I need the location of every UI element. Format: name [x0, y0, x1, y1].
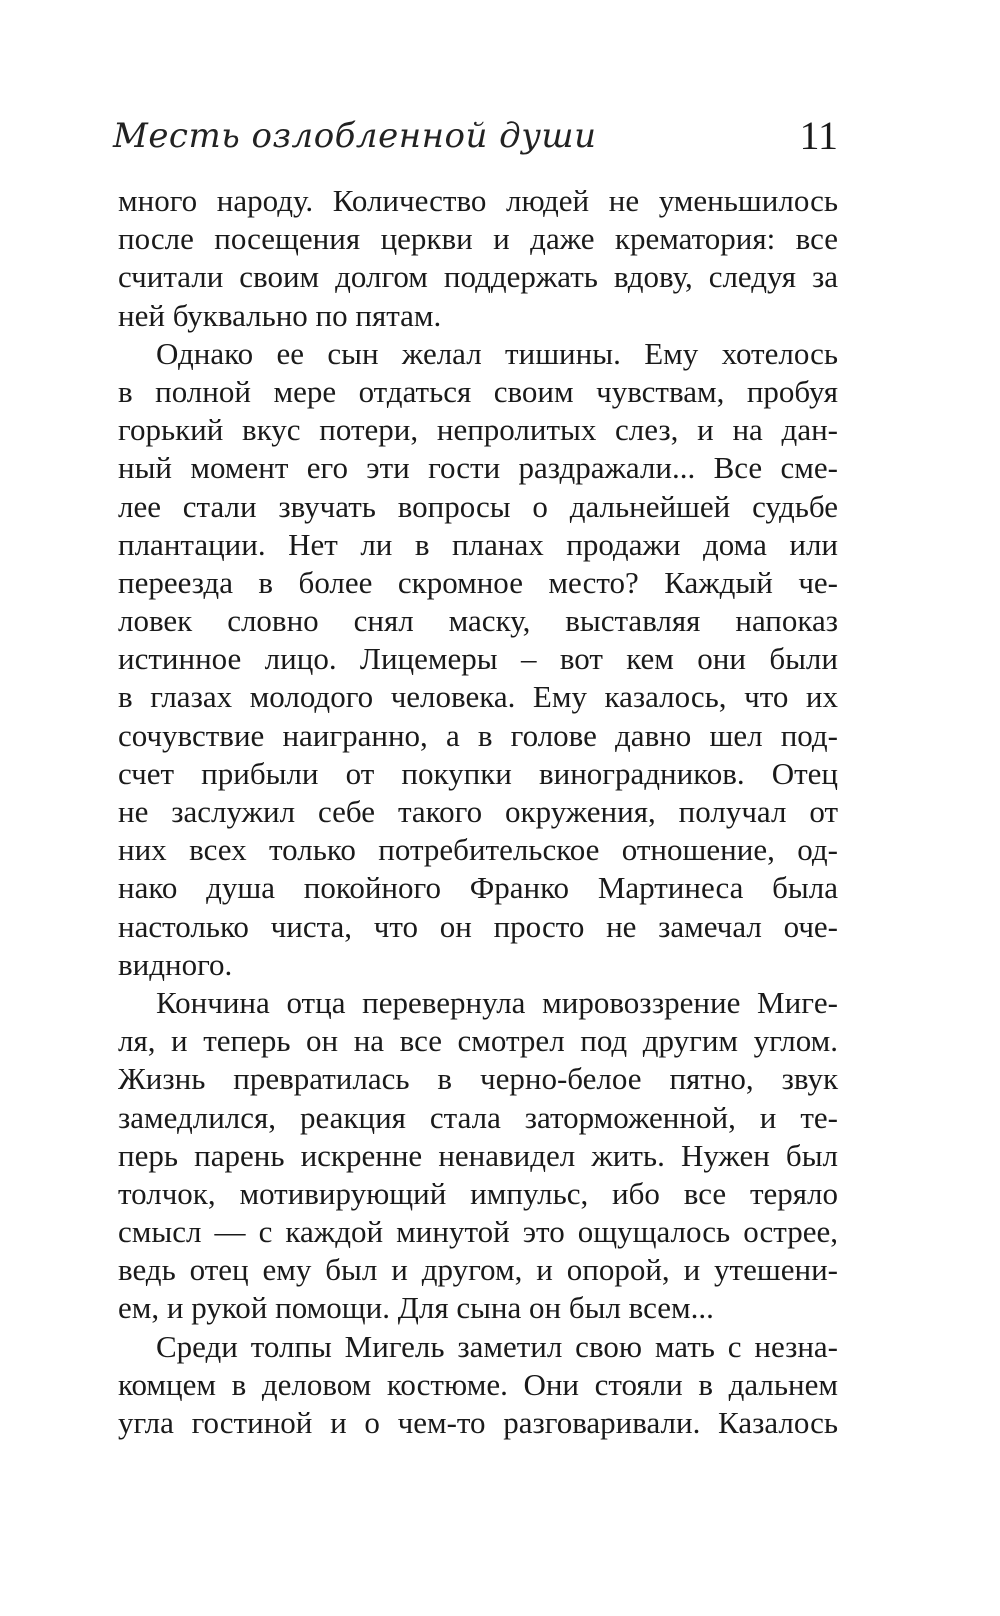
text-line: ный момент его эти гости раздражали... Все сме- [118, 450, 838, 486]
text-line: лее стали звучать вопросы о дальнейшей судьбе [118, 488, 838, 524]
text-line: них всех только потребительское отношение, од- [118, 832, 838, 868]
running-head [113, 112, 838, 168]
text-line: ловек словно снял маску, выставляя напоказ [118, 603, 838, 639]
text-line: не заслужил себе такого окружения, получал от [118, 794, 838, 829]
text-line: угла гостиной и о чем-то разговаривали. Казалось [118, 1405, 838, 1440]
text-line: ведь отец ему был и другом, и опорой, и утешени- [118, 1252, 838, 1288]
text-line: горький вкус потери, непролитых слез, и на дан- [118, 412, 838, 448]
text-line: нако душа покойного Франко Мартинеса была [118, 870, 838, 906]
text-line: в глазах молодого человека. Ему казалось, что их [118, 679, 838, 715]
page-number: 11 [799, 113, 838, 158]
text-line: Среди толпы Мигель заметил свою мать с незна- [156, 1328, 838, 1364]
text-line: ней буквально по пятам. [118, 297, 442, 333]
text-line: после посещения церкви и даже крематория: все [118, 221, 838, 257]
book-title: Месть озлобленной души [113, 116, 597, 156]
text-line: Кончина отца перевернула мировоззрение Мигe- [156, 984, 838, 1020]
text-line: сочувствие наигранно, а в голове давно шел под- [118, 717, 838, 753]
text-line: в полной мере отдаться своим чувствам, пробуя [118, 373, 838, 409]
text-line: видного. [118, 946, 233, 982]
body-text [118, 182, 838, 1442]
text-line: толчок, мотивирующий импульс, ибо все теряло [118, 1175, 838, 1211]
text-line: Жизнь превратилась в черно-белое пятно, звук [118, 1061, 838, 1097]
text-line: комцем в деловом костюме. Они стояли в дальнем [118, 1366, 838, 1402]
text-line: Однако ее сын желал тишины. Ему хотелось [156, 335, 838, 371]
text-line: плантации. Нет ли в планах продажи дома или [118, 526, 838, 562]
text-line: замедлился, реакция стала заторможенной, и те- [118, 1099, 838, 1135]
text-line: настолько чиста, что он просто не замечал оче- [118, 908, 838, 944]
text-line: счет прибыли от покупки виноградников. Отец [118, 755, 838, 791]
text-line: истинное лицо. Лицемеры – вот кем они были [118, 641, 838, 677]
text-line: ля, и теперь он на все смотрел под другим углом. [118, 1023, 838, 1059]
text-line: смысл — с каждой минутой это ощущалось острее, [118, 1214, 838, 1250]
text-line: считали своим долгом поддержать вдову, следуя за [118, 259, 838, 295]
text-line: много народу. Количество людей не уменьшилось [118, 183, 838, 218]
text-line: перь парень искренне ненавидел жить. Нужен был [118, 1137, 838, 1173]
text-line: ем, и рукой помощи. Для сына он был всем... [118, 1290, 714, 1326]
text-line: переезда в более скромное место? Каждый че- [118, 564, 838, 600]
